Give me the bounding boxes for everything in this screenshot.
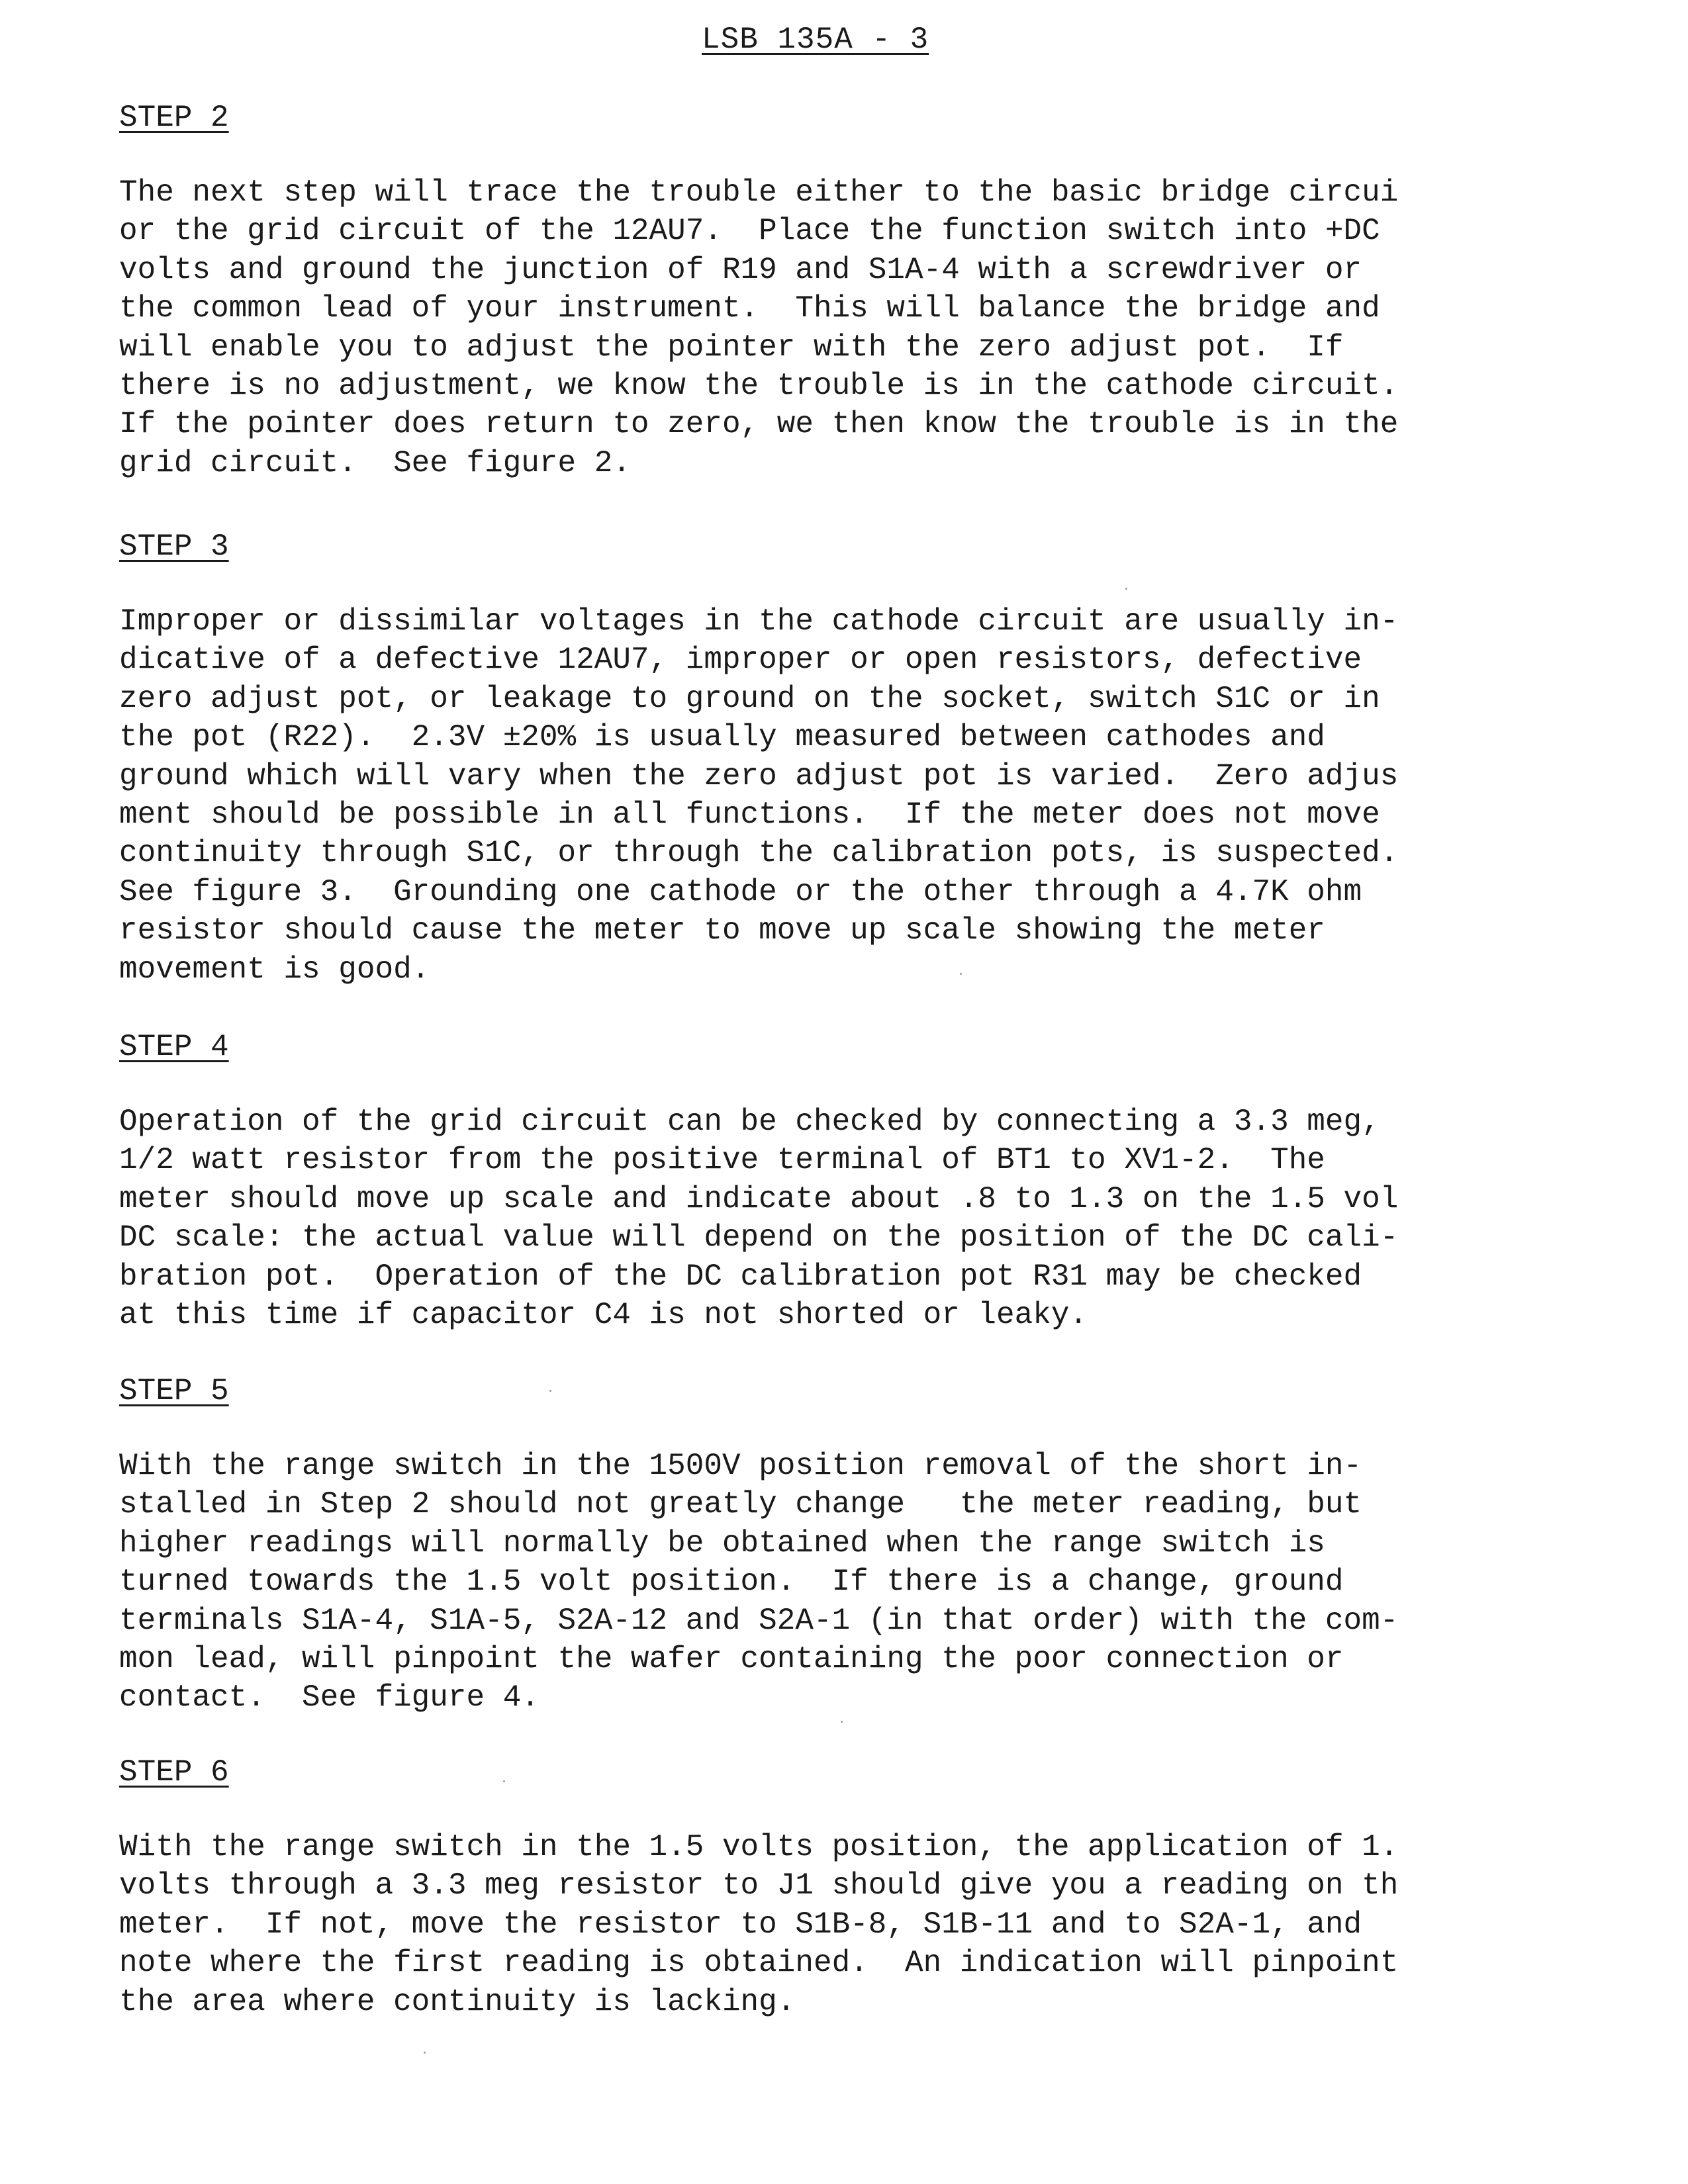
paragraph-line: the area where continuity is lacking. — [119, 1984, 796, 2019]
step-2-heading: STEP 2 — [119, 101, 229, 135]
paragraph-line: ment should be possible in all functions. If the meter does not move — [119, 797, 1380, 832]
paragraph-line: The next step will trace the trouble either to the basic bridge circui — [119, 175, 1399, 210]
paragraph-line: movement is good. — [119, 952, 430, 987]
scan-speck — [960, 973, 962, 975]
paragraph-line: terminals S1A-4, S1A-5, S2A-12 and S2A-1 (in that order) with the com- — [119, 1603, 1399, 1638]
paragraph-line: meter should move up scale and indicate about .8 to 1.3 on the 1.5 vol — [119, 1181, 1399, 1216]
paragraph-line: DC scale: the actual value will depend on the position of the DC cali- — [119, 1220, 1399, 1255]
paragraph-line: volts and ground the junction of R19 and S1A-4 with a screwdriver or — [119, 252, 1362, 287]
step-5-paragraph — [119, 1447, 1595, 1717]
paragraph-line: bration pot. Operation of the DC calibration pot R31 may be checked — [119, 1259, 1362, 1294]
step-6-paragraph — [119, 1828, 1595, 2021]
paragraph-line: resistor should cause the meter to move up scale showing the meter — [119, 913, 1325, 948]
paragraph-line: volts through a 3.3 meg resistor to J1 should give you a reading on th — [119, 1868, 1399, 1903]
paragraph-line: at this time if capacitor C4 is not shorted or leaky. — [119, 1297, 1088, 1332]
page-header: LSB 135A - 3 — [702, 23, 929, 57]
paragraph-line: Operation of the grid circuit can be checked by connecting a 3.3 meg, — [119, 1105, 1380, 1139]
paragraph-line: With the range switch in the 1500V position removal of the short in- — [119, 1449, 1362, 1483]
paragraph-line: the pot (R22). 2.3V ±20% is usually measured between cathodes and — [119, 720, 1325, 755]
step-3-heading: STEP 3 — [119, 529, 229, 564]
scan-speck — [503, 1780, 505, 1782]
paragraph-line: grid circuit. See figure 2. — [119, 445, 631, 480]
paragraph-line: 1/2 watt resistor from the positive terminal of BT1 to XV1-2. The — [119, 1143, 1325, 1178]
paragraph-line: If the pointer does return to zero, we then know the trouble is in the — [119, 407, 1399, 442]
paragraph-line: See figure 3. Grounding one cathode or the other through a 4.7K ohm — [119, 874, 1362, 909]
paragraph-line: contact. See figure 4. — [119, 1680, 539, 1715]
paragraph-line: stalled in Step 2 should not greatly change the meter reading, but — [119, 1487, 1362, 1522]
scan-speck — [1125, 588, 1127, 590]
scan-speck — [841, 1721, 843, 1723]
paragraph-line: the common lead of your instrument. This will balance the bridge and — [119, 291, 1380, 326]
paragraph-line: Improper or dissimilar voltages in the cathode circuit are usually in- — [119, 604, 1399, 639]
paragraph-line: meter. If not, move the resistor to S1B-8, S1B-11 and to S2A-1, and — [119, 1907, 1362, 1942]
paragraph-line: will enable you to adjust the pointer with the zero adjust pot. If — [119, 330, 1344, 365]
step-6-heading: STEP 6 — [119, 1755, 229, 1790]
paragraph-line: dicative of a defective 12AU7, improper or open resistors, defective — [119, 643, 1362, 678]
step-4-heading: STEP 4 — [119, 1030, 229, 1064]
paragraph-line: or the grid circuit of the 12AU7. Place the function switch into +DC — [119, 214, 1380, 249]
step-2-paragraph — [119, 173, 1595, 482]
step-4-paragraph — [119, 1103, 1595, 1334]
paragraph-line: there is no adjustment, we know the trouble is in the cathode circuit. — [119, 368, 1399, 403]
paragraph-line: mon lead, will pinpoint the wafer containing the poor connection or — [119, 1641, 1344, 1676]
step-5-heading: STEP 5 — [119, 1374, 229, 1408]
scan-speck — [549, 1390, 551, 1392]
paragraph-line: With the range switch in the 1.5 volts position, the application of 1. — [119, 1830, 1399, 1864]
paragraph-line: higher readings will normally be obtained when the range switch is — [119, 1525, 1325, 1561]
paragraph-line: note where the first reading is obtained. An indication will pinpoint — [119, 1946, 1399, 1981]
step-3-paragraph — [119, 602, 1595, 989]
paragraph-line: ground which will vary when the zero adjust pot is varied. Zero adjus — [119, 758, 1399, 794]
paragraph-line: zero adjust pot, or leakage to ground on the socket, switch S1C or in — [119, 681, 1380, 716]
scan-speck — [424, 2052, 426, 2054]
paragraph-line: continuity through S1C, or through the calibration pots, is suspected. — [119, 836, 1399, 871]
paragraph-line: turned towards the 1.5 volt position. If there is a change, ground — [119, 1565, 1344, 1600]
